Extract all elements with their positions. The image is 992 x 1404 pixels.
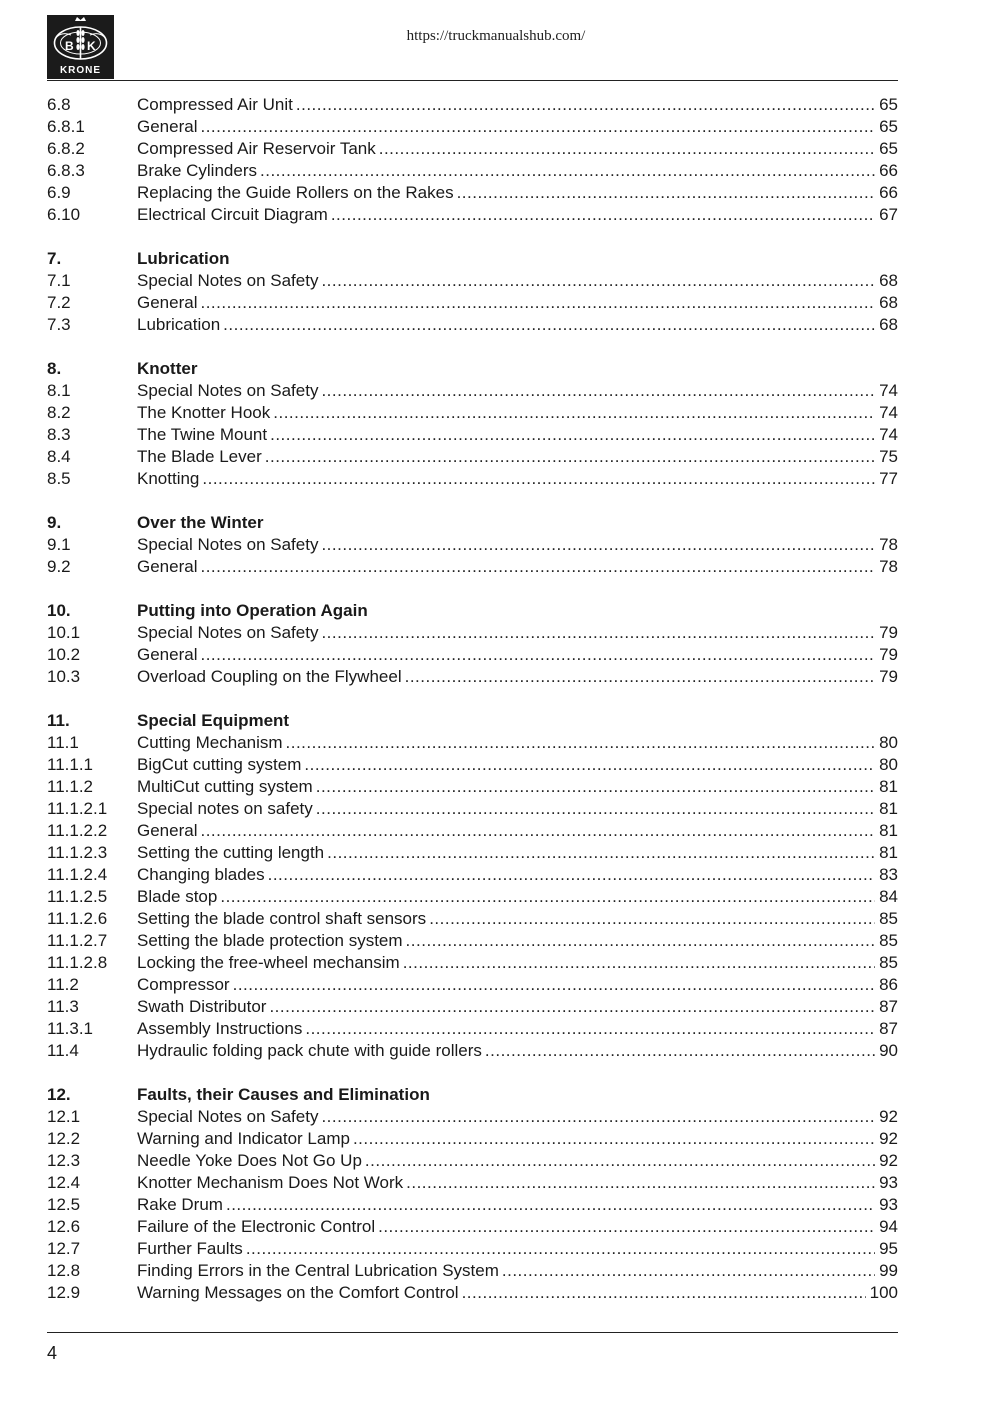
toc-dot-leader (321, 622, 875, 644)
toc-entry-number: 10.1 (47, 623, 81, 642)
krone-logo (47, 15, 114, 79)
toc-entry-title: The Twine Mount (137, 425, 268, 444)
toc-dot-leader (268, 864, 875, 886)
toc-entry-page: 78 (879, 535, 898, 554)
toc-entry[interactable] (47, 424, 898, 446)
toc-entry[interactable] (47, 116, 898, 138)
toc-entry[interactable] (47, 1216, 898, 1238)
toc-entry-number: 8.2 (47, 403, 71, 422)
toc-entry-page: 65 (879, 139, 898, 158)
toc-dot-leader (200, 644, 875, 666)
toc-entry-page: 68 (879, 315, 898, 334)
toc-entry-page: 92 (879, 1129, 898, 1148)
toc-section (47, 600, 898, 688)
toc-entry-title: General (137, 293, 198, 312)
toc-entry-page: 78 (879, 557, 898, 576)
toc-entry-number: 8.3 (47, 425, 71, 444)
svg-text:KRONE: KRONE (59, 65, 102, 76)
toc-entry[interactable] (47, 314, 898, 336)
toc-entry-number: 11.1.1 (47, 755, 94, 774)
toc-entry-number: 12.8 (47, 1261, 81, 1280)
toc-entry-page: 100 (869, 1283, 898, 1302)
toc-entry-page: 68 (879, 271, 898, 290)
toc-heading-title: Putting into Operation Again (137, 601, 368, 620)
toc-entry-title: Setting the cutting length (137, 843, 325, 862)
toc-entry-number: 6.10 (47, 205, 81, 224)
toc-entry-title: Hydraulic folding pack chute with guide rollers (137, 1041, 482, 1060)
toc-dot-leader (365, 1150, 875, 1172)
toc-entry-title: General (137, 557, 198, 576)
toc-entry[interactable] (47, 644, 898, 666)
toc-entry-title: General (137, 117, 198, 136)
toc-entry-title: Special Notes on Safety (137, 381, 319, 400)
toc-entry[interactable] (47, 864, 898, 886)
toc-entry-number: 11.1.2.4 (47, 865, 108, 884)
toc-dot-leader (273, 402, 875, 424)
toc-entry-number: 7.2 (47, 293, 71, 312)
toc-entry[interactable] (47, 996, 898, 1018)
toc-entry-number: 12.7 (47, 1239, 81, 1258)
toc-heading-number: 9. (47, 513, 62, 532)
toc-entry-number: 11.1.2.1 (47, 799, 108, 818)
toc-entry-page: 95 (879, 1239, 898, 1258)
toc-entry-page: 77 (879, 469, 898, 488)
toc-dot-leader (405, 666, 875, 688)
toc-entry-title: Setting the blade control shaft sensors (137, 909, 427, 928)
toc-entry-page: 87 (879, 997, 898, 1016)
toc-entry-page: 68 (879, 293, 898, 312)
toc-entry-title: Special Notes on Safety (137, 271, 319, 290)
toc-entry-title: Special Notes on Safety (137, 623, 319, 642)
toc-dot-leader (502, 1260, 875, 1282)
toc-entry[interactable] (47, 1260, 898, 1282)
toc-entry-number: 8.5 (47, 469, 71, 488)
toc-entry-page: 74 (879, 425, 898, 444)
toc-entry[interactable] (47, 1018, 898, 1040)
toc-entry[interactable] (47, 402, 898, 424)
toc-entry-number: 8.4 (47, 447, 71, 466)
toc-entry[interactable] (47, 160, 898, 182)
toc-dot-leader (429, 908, 875, 930)
toc-entry[interactable] (47, 1194, 898, 1216)
toc-dot-leader (226, 1194, 875, 1216)
toc-dot-leader (200, 116, 875, 138)
svg-text:K: K (87, 39, 96, 53)
toc-dot-leader (200, 556, 875, 578)
toc-entry-title: Swath Distributor (137, 997, 267, 1016)
toc-entry-number: 7.3 (47, 315, 71, 334)
toc-entry-page: 87 (879, 1019, 898, 1038)
toc-entry-number: 11.1.2.6 (47, 909, 108, 928)
toc-dot-leader (331, 204, 875, 226)
toc-entry-title: Assembly Instructions (137, 1019, 303, 1038)
toc-entry-number: 10.3 (47, 667, 81, 686)
toc-entry[interactable] (47, 952, 898, 974)
toc-entry-title: Knotting (137, 469, 200, 488)
toc-dot-leader (379, 138, 875, 160)
toc-dot-leader (321, 270, 875, 292)
toc-heading-title: Over the Winter (137, 513, 264, 532)
toc-entry-page: 80 (879, 733, 898, 752)
toc-entry-title: Locking the free-wheel mechansim (137, 953, 400, 972)
toc-dot-leader (220, 886, 875, 908)
toc-dot-leader (457, 182, 876, 204)
toc-entry-title: Knotter Mechanism Does Not Work (137, 1173, 404, 1192)
toc-entry-title: Failure of the Electronic Control (137, 1217, 376, 1236)
toc-dot-leader (321, 380, 875, 402)
toc-entry-title: Warning Messages on the Comfort Control (137, 1283, 459, 1302)
toc-entry[interactable] (47, 908, 898, 930)
toc-entry-page: 75 (879, 447, 898, 466)
toc-entry[interactable] (47, 1172, 898, 1194)
toc-entry-number: 11.1.2.8 (47, 953, 108, 972)
toc-entry-title: Warning and Indicator Lamp (137, 1129, 350, 1148)
toc-entry-page: 81 (879, 843, 898, 862)
toc-heading-title: Lubrication (137, 249, 230, 268)
toc-entry-page: 81 (879, 799, 898, 818)
toc-section-heading (47, 1084, 898, 1106)
toc-section-heading (47, 358, 898, 380)
toc-dot-leader (246, 1238, 875, 1260)
toc-entry-page: 93 (879, 1195, 898, 1214)
header-url[interactable]: https://truckmanualshub.com/ (406, 28, 586, 44)
toc-entry-title: Changing blades (137, 865, 265, 884)
toc-entry-number: 11.1.2.3 (47, 843, 108, 862)
toc-entry-page: 84 (879, 887, 898, 906)
toc-entry-page: 93 (879, 1173, 898, 1192)
toc-entry-number: 11.1.2.2 (47, 821, 108, 840)
toc-dot-leader (296, 94, 875, 116)
toc-section (47, 94, 898, 226)
table-of-contents (47, 94, 898, 1304)
toc-entry-page: 65 (879, 117, 898, 136)
toc-entry-title: Cutting Mechanism (137, 733, 283, 752)
toc-entry-page: 67 (879, 205, 898, 224)
toc-entry-page: 90 (879, 1041, 898, 1060)
toc-entry-number: 12.5 (47, 1195, 81, 1214)
toc-entry-number: 10.2 (47, 645, 81, 664)
toc-entry-title: Compressor (137, 975, 230, 994)
toc-entry-number: 9.2 (47, 557, 71, 576)
toc-entry-title: Rake Drum (137, 1195, 223, 1214)
toc-entry-page: 74 (879, 381, 898, 400)
toc-section (47, 358, 898, 490)
toc-entry[interactable] (47, 1106, 898, 1128)
toc-entry-page: 81 (879, 821, 898, 840)
toc-heading-title: Faults, their Causes and Elimination (137, 1085, 430, 1104)
toc-dot-leader (321, 534, 875, 556)
toc-entry[interactable] (47, 1238, 898, 1260)
toc-entry-title: Special Notes on Safety (137, 1107, 319, 1126)
toc-entry[interactable] (47, 182, 898, 204)
toc-dot-leader (200, 820, 875, 842)
toc-entry-page: 80 (879, 755, 898, 774)
toc-section-heading (47, 512, 898, 534)
toc-entry[interactable] (47, 732, 898, 754)
toc-entry-page: 79 (879, 645, 898, 664)
toc-dot-leader (378, 1216, 875, 1238)
toc-dot-leader (321, 1106, 875, 1128)
toc-entry-title: General (137, 821, 198, 840)
toc-heading-number: 10. (47, 601, 71, 620)
toc-entry-title: Special notes on safety (137, 799, 313, 818)
toc-section (47, 512, 898, 578)
toc-dot-leader (403, 952, 875, 974)
toc-entry-title: Electrical Circuit Diagram (137, 205, 328, 224)
toc-entry[interactable] (47, 666, 898, 688)
toc-entry[interactable] (47, 820, 898, 842)
toc-entry[interactable] (47, 468, 898, 490)
toc-section-heading (47, 710, 898, 732)
toc-entry-title: Replacing the Guide Rollers on the Rakes (137, 183, 454, 202)
toc-entry-title: Setting the blade protection system (137, 931, 403, 950)
toc-entry[interactable] (47, 842, 898, 864)
toc-entry-number: 12.2 (47, 1129, 81, 1148)
toc-entry-number: 12.6 (47, 1217, 81, 1236)
toc-entry[interactable] (47, 754, 898, 776)
toc-entry-number: 8.1 (47, 381, 71, 400)
toc-section-heading (47, 600, 898, 622)
toc-entry-title: Compressed Air Reservoir Tank (137, 139, 376, 158)
toc-entry[interactable] (47, 1040, 898, 1062)
toc-entry-number: 12.3 (47, 1151, 81, 1170)
toc-entry-number: 12.4 (47, 1173, 81, 1192)
toc-entry-page: 92 (879, 1107, 898, 1126)
toc-entry-page: 81 (879, 777, 898, 796)
toc-entry-number: 6.8.3 (47, 161, 85, 180)
toc-entry[interactable] (47, 1128, 898, 1150)
toc-entry-number: 6.8.1 (47, 117, 85, 136)
toc-entry[interactable] (47, 776, 898, 798)
toc-entry-title: Blade stop (137, 887, 218, 906)
toc-entry[interactable] (47, 292, 898, 314)
toc-entry-number: 6.9 (47, 183, 71, 202)
toc-dot-leader (233, 974, 875, 996)
toc-entry-number: 11.1.2 (47, 777, 94, 796)
toc-entry-title: Brake Cylinders (137, 161, 257, 180)
toc-entry-number: 11.2 (47, 975, 79, 994)
toc-entry-title: The Blade Lever (137, 447, 262, 466)
toc-entry[interactable] (47, 534, 898, 556)
toc-dot-leader (200, 292, 875, 314)
toc-dot-leader (269, 996, 875, 1018)
toc-dot-leader (327, 842, 875, 864)
toc-entry[interactable] (47, 974, 898, 996)
toc-entry-number: 6.8.2 (47, 139, 85, 158)
toc-entry-page: 85 (879, 953, 898, 972)
toc-dot-leader (485, 1040, 875, 1062)
toc-dot-leader (406, 930, 876, 952)
toc-entry-title: Further Faults (137, 1239, 243, 1258)
toc-section-heading (47, 248, 898, 270)
toc-entry[interactable] (47, 1150, 898, 1172)
toc-entry[interactable] (47, 380, 898, 402)
toc-entry-title: The Knotter Hook (137, 403, 271, 422)
toc-entry[interactable] (47, 886, 898, 908)
toc-entry-number: 6.8 (47, 95, 71, 114)
toc-entry[interactable] (47, 930, 898, 952)
toc-heading-title: Knotter (137, 359, 198, 378)
toc-dot-leader (265, 446, 875, 468)
toc-entry-title: MultiCut cutting system (137, 777, 313, 796)
toc-entry-page: 83 (879, 865, 898, 884)
toc-entry-number: 9.1 (47, 535, 71, 554)
toc-entry-title: BigCut cutting system (137, 755, 302, 774)
toc-dot-leader (304, 754, 875, 776)
toc-dot-leader (353, 1128, 875, 1150)
header-divider (47, 80, 898, 81)
toc-heading-number: 8. (47, 359, 62, 378)
toc-entry[interactable] (47, 138, 898, 160)
footer-divider (47, 1332, 898, 1333)
toc-entry-number: 12.1 (47, 1107, 81, 1126)
svg-text:B: B (65, 39, 74, 53)
toc-entry-page: 65 (879, 95, 898, 114)
toc-heading-title: Special Equipment (137, 711, 290, 730)
toc-dot-leader (316, 798, 875, 820)
toc-entry-number: 7.1 (47, 271, 71, 290)
toc-dot-leader (202, 468, 875, 490)
toc-dot-leader (260, 160, 875, 182)
toc-entry[interactable] (47, 1282, 898, 1304)
toc-entry-number: 11.4 (47, 1041, 79, 1060)
toc-entry-number: 11.1.2.5 (47, 887, 108, 906)
toc-entry[interactable] (47, 622, 898, 644)
toc-entry-page: 85 (879, 909, 898, 928)
toc-dot-leader (316, 776, 875, 798)
toc-entry-number: 11.3 (47, 997, 79, 1016)
toc-entry[interactable] (47, 798, 898, 820)
toc-entry-page: 74 (879, 403, 898, 422)
toc-dot-leader (270, 424, 875, 446)
toc-heading-number: 11. (47, 711, 70, 730)
toc-entry-number: 11.3.1 (47, 1019, 94, 1038)
toc-entry-page: 66 (879, 161, 898, 180)
toc-heading-number: 7. (47, 249, 62, 268)
toc-entry-title: Finding Errors in the Central Lubrication System (137, 1261, 499, 1280)
toc-dot-leader (462, 1282, 866, 1304)
toc-entry-page: 86 (879, 975, 898, 994)
toc-dot-leader (286, 732, 876, 754)
toc-section (47, 1084, 898, 1304)
toc-entry-number: 12.9 (47, 1283, 81, 1302)
page-number: 4 (47, 1343, 58, 1363)
toc-entry[interactable] (47, 270, 898, 292)
toc-dot-leader (305, 1018, 875, 1040)
toc-entry[interactable] (47, 204, 898, 226)
toc-entry-page: 66 (879, 183, 898, 202)
krone-logo-icon (47, 15, 114, 79)
toc-entry-page: 79 (879, 667, 898, 686)
toc-dot-leader (223, 314, 875, 336)
toc-dot-leader (406, 1172, 875, 1194)
toc-entry-title: Overload Coupling on the Flywheel (137, 667, 402, 686)
toc-heading-number: 12. (47, 1085, 71, 1104)
toc-entry-number: 11.1.2.7 (47, 931, 108, 950)
toc-entry-title: Needle Yoke Does Not Go Up (137, 1151, 362, 1170)
toc-section (47, 710, 898, 1062)
toc-entry-page: 99 (879, 1261, 898, 1280)
toc-entry-title: Compressed Air Unit (137, 95, 293, 114)
toc-entry-page: 79 (879, 623, 898, 642)
toc-section (47, 248, 898, 336)
toc-entry-number: 11.1 (47, 733, 79, 752)
toc-entry-page: 85 (879, 931, 898, 950)
toc-entry-title: Lubrication (137, 315, 221, 334)
toc-entry[interactable] (47, 446, 898, 468)
toc-entry-title: General (137, 645, 198, 664)
toc-entry-page: 94 (879, 1217, 898, 1236)
toc-entry[interactable] (47, 556, 898, 578)
toc-entry-title: Special Notes on Safety (137, 535, 319, 554)
toc-entry-page: 92 (879, 1151, 898, 1170)
toc-entry[interactable] (47, 94, 898, 116)
